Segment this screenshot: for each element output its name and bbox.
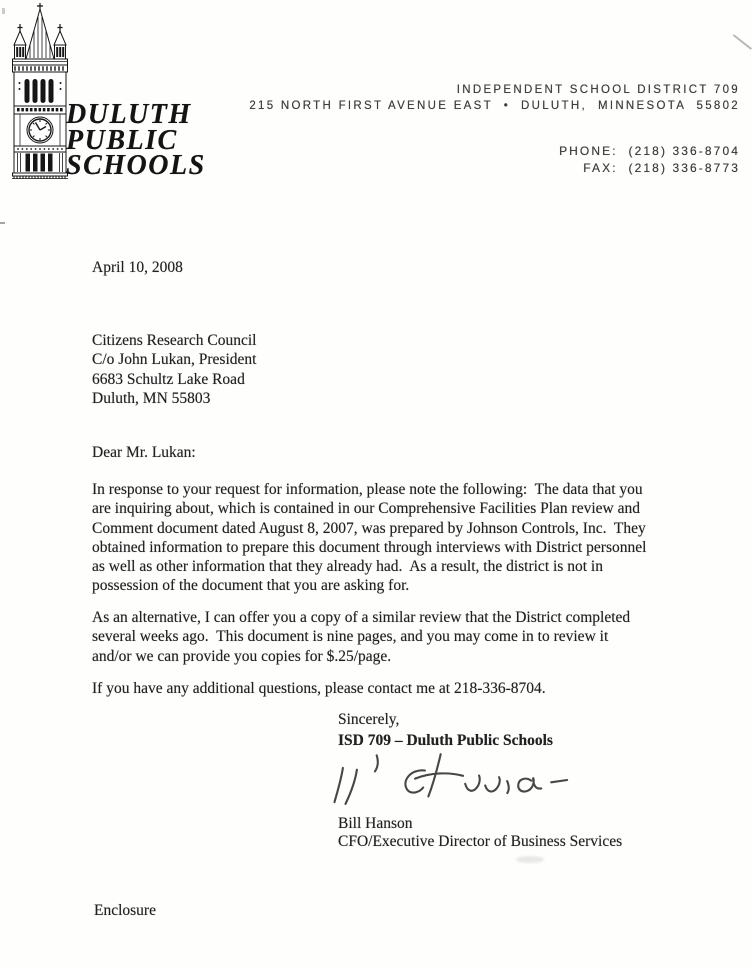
fax-number: FAX: (218) 336-8773 (583, 161, 740, 175)
letter-date: April 10, 2008 (92, 259, 183, 276)
paragraph-1 (92, 480, 646, 596)
signer-title: CFO/Executive Director of Business Services (338, 833, 623, 850)
handwritten-signature (332, 738, 573, 810)
salutation: Dear Mr. Lukan: (92, 444, 196, 461)
signer-name: Bill Hanson (338, 815, 413, 832)
recipient-line: 6683 Schultz Lake Road (92, 370, 245, 388)
logo-line: SCHOOLS (66, 150, 206, 181)
scan-artifact (516, 856, 544, 863)
body-line: obtained information to prepare this document through interviews with District personnel (92, 538, 647, 556)
scan-artifact (733, 34, 752, 49)
phone-number: PHONE: (218) 336-8704 (559, 144, 740, 158)
recipient-line: Citizens Research Council (92, 332, 257, 349)
paragraph-3: If you have any additional questions, please contact me at 218-336-8704. (92, 680, 546, 697)
body-line: possession of the document that you are asking for. (92, 577, 410, 595)
valediction: Sincerely, (338, 711, 400, 728)
organization-line: ISD 709 – Duluth Public Schools (338, 732, 553, 749)
recipient-address (92, 331, 256, 408)
recipient-line: Duluth, MN 55803 (92, 389, 211, 407)
body-line: as well as other information that they already had. As a result, the district is not in (92, 558, 603, 576)
scan-artifact (2, 8, 5, 14)
scan-artifact (0, 222, 5, 224)
contact-header (559, 143, 740, 177)
district-header (249, 83, 740, 114)
recipient-line: C/o John Lukan, President (92, 351, 257, 369)
body-line: several weeks ago. This document is nine pages, and you may come in to review it (92, 628, 609, 646)
body-line: are inquiring about, which is contained in our Comprehensive Facilities Plan review and (92, 500, 640, 518)
enclosure-note: Enclosure (94, 902, 156, 919)
district-name: INDEPENDENT SCHOOL DISTRICT 709 (456, 84, 740, 96)
body-line: Comment document dated August 8, 2007, was prepared by Johnson Controls, Inc. They (92, 519, 646, 537)
body-line: and/or we can provide you copies for $.25/page. (92, 647, 392, 665)
district-address: 215 NORTH FIRST AVENUE EAST • DULUTH, MINNESOTA 55802 (249, 99, 740, 112)
body-line: In response to your request for information, please note the following: The data that you (92, 481, 643, 498)
paragraph-2 (92, 608, 630, 666)
logo-line: DULUTH (66, 99, 192, 130)
logo-wordmark (66, 99, 206, 181)
logo-line: PUBLIC (66, 124, 178, 156)
clock-tower-icon (12, 3, 68, 179)
body-line: As an alternative, I can offer you a copy of a similar review that the District completed (92, 609, 631, 626)
